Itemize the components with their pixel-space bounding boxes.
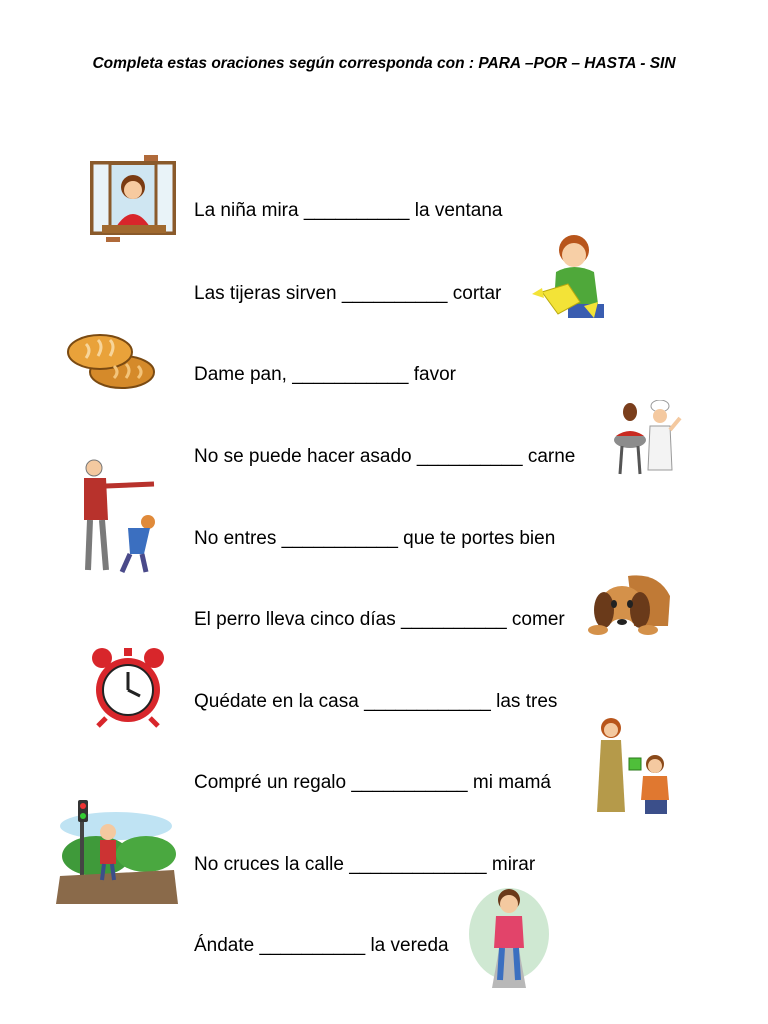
sentence-8: Compré un regalo ___________ mi mamá — [194, 772, 551, 793]
sentence-1: La niña mira __________ la ventana — [194, 200, 503, 221]
sentence-6: El perro lleva cinco días __________ comer — [194, 609, 565, 630]
sentence-3: Dame pan, ___________ favor — [194, 364, 456, 385]
sentence-2: Las tijeras sirven __________ cortar — [194, 283, 502, 304]
sentence-5: No entres ___________ que te portes bien — [194, 528, 556, 549]
man-pointing-at-boy-icon — [78, 458, 160, 578]
alarm-clock-icon — [88, 646, 168, 728]
sentence-10: Ándate __________ la vereda — [194, 935, 449, 956]
sentence-4: No se puede hacer asado __________ carne — [194, 446, 576, 467]
bread-icon — [66, 330, 158, 394]
worksheet-title: Completa estas oraciones según corresponda con : PARA –POR – HASTA - SIN — [92, 55, 676, 72]
man-on-sidewalk-icon — [466, 884, 552, 992]
boy-at-crosswalk-icon — [56, 796, 178, 904]
sentence-9: No cruces la calle _____________ mirar — [194, 854, 536, 875]
boy-giving-gift-icon — [595, 716, 673, 816]
sad-dog-icon — [588, 566, 674, 638]
girl-at-window-icon — [88, 155, 178, 247]
chef-barbecue-icon — [612, 400, 684, 480]
sentence-7: Quédate en la casa ____________ las tres — [194, 691, 558, 712]
boy-cutting-paper-icon — [528, 232, 610, 322]
